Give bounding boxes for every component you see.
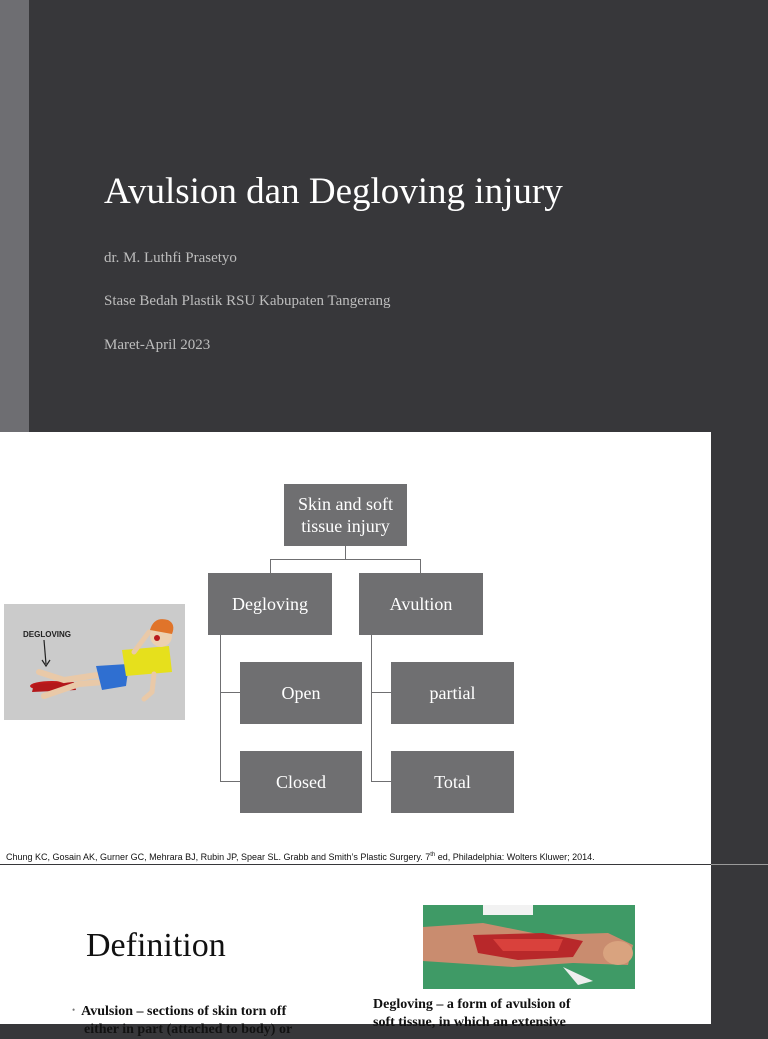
connector bbox=[345, 546, 346, 560]
cartoon-figure bbox=[4, 604, 185, 720]
node-total: Total bbox=[391, 751, 514, 813]
connector bbox=[220, 635, 221, 782]
node-degloving: Degloving bbox=[208, 573, 332, 635]
cartoon-label: DEGLOVING bbox=[23, 630, 72, 639]
node-open: Open bbox=[240, 662, 362, 724]
connector bbox=[371, 635, 372, 782]
wound-photo bbox=[423, 905, 635, 989]
degloving-definition: Degloving – a form of avulsion of soft tissue, in which an extensive bbox=[373, 997, 571, 1030]
connector bbox=[220, 692, 240, 693]
connector bbox=[220, 781, 240, 782]
date-line: Maret-April 2023 bbox=[104, 337, 211, 353]
slide-title: Avulsion dan Degloving injury bbox=[104, 171, 563, 212]
citation: Chung KC, Gosain AK, Gurner GC, Mehrara BJ, Rubin JP, Spear SL. Grabb and Smith’s Plastic Surgery. 7th ed, Philadelphia: Wolters Kluwer; 2014. bbox=[6, 852, 595, 862]
definition-slide bbox=[0, 865, 711, 1037]
connector bbox=[371, 692, 391, 693]
bullet-avulsion: • Avulsion – sections of skin torn off either in part (attached to body) or bbox=[72, 1004, 293, 1037]
bullet-marker: • bbox=[72, 1005, 76, 1015]
left-accent-bar bbox=[0, 0, 29, 432]
author-line: dr. M. Luthfi Prasetyo bbox=[104, 250, 237, 266]
affiliation-line: Stase Bedah Plastik RSU Kabupaten Tangerang bbox=[104, 293, 391, 309]
classification-slide bbox=[0, 432, 711, 864]
definition-title: Definition bbox=[86, 927, 226, 964]
connector bbox=[270, 559, 421, 560]
connector bbox=[371, 781, 391, 782]
wound-illustration bbox=[423, 905, 635, 989]
node-avultion: Avultion bbox=[359, 573, 483, 635]
node-root: Skin and soft tissue injury bbox=[284, 484, 407, 546]
right-dark-panel-bottom bbox=[711, 865, 768, 1024]
connector bbox=[270, 559, 271, 573]
connector bbox=[420, 559, 421, 573]
title-slide bbox=[0, 0, 768, 432]
node-partial: partial bbox=[391, 662, 514, 724]
degloving-cartoon-image bbox=[4, 604, 185, 720]
right-dark-panel bbox=[711, 432, 768, 864]
node-closed: Closed bbox=[240, 751, 362, 813]
